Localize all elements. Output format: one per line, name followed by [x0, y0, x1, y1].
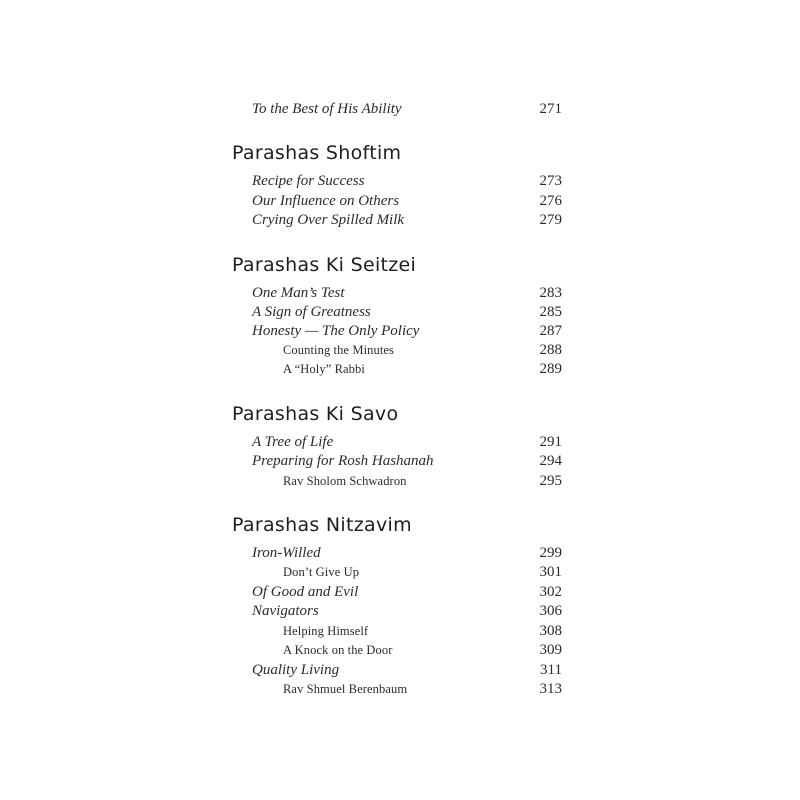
- entry-page-number: 279: [539, 212, 562, 228]
- entry-page-number: 276: [539, 193, 562, 209]
- entry-title: A Knock on the Door: [283, 643, 393, 657]
- toc-entry[interactable]: [232, 660, 564, 680]
- entry-page-number: 299: [539, 545, 562, 561]
- entry-page-number: 287: [539, 323, 562, 339]
- entry-title: Helping Himself: [283, 624, 369, 638]
- entry-title: One Man’s Test: [252, 285, 345, 301]
- entry-title: Rav Shmuel Berenbaum: [283, 682, 408, 696]
- toc-entry[interactable]: [232, 432, 564, 452]
- entry-title: Of Good and Evil: [252, 584, 359, 600]
- entry-title: Quality Living: [252, 662, 340, 678]
- entry-page-number: 289: [539, 361, 562, 377]
- entry-title: Our Influence on Others: [252, 193, 400, 209]
- toc-entry[interactable]: [232, 543, 564, 563]
- toc-subentry[interactable]: [232, 471, 564, 491]
- entry-page-number: 313: [539, 681, 562, 697]
- entry-page-number: 311: [540, 662, 562, 678]
- entry-title: To the Best of His Ability: [252, 101, 402, 117]
- entry-page-number: 308: [539, 623, 562, 639]
- entry-page-number: 291: [539, 434, 562, 450]
- entry-page-number: 288: [539, 342, 562, 358]
- entry-page-number: 294: [539, 453, 562, 469]
- entry-title: A Tree of Life: [252, 434, 334, 450]
- toc-entry[interactable]: [232, 601, 564, 621]
- section-heading-nitzavim: Parashas Nitzavim: [232, 514, 412, 536]
- toc-entry[interactable]: [232, 191, 564, 211]
- toc-entry[interactable]: [232, 283, 564, 303]
- entry-title: Iron-Willed: [252, 545, 321, 561]
- entry-title: Preparing for Rosh Hashanah: [252, 453, 434, 469]
- entry-page-number: 302: [539, 584, 562, 600]
- toc-entry[interactable]: [232, 99, 564, 119]
- toc-entry[interactable]: [232, 582, 564, 602]
- entry-title: Don’t Give Up: [283, 565, 360, 579]
- entry-title: Crying Over Spilled Milk: [252, 212, 405, 228]
- entry-page-number: 285: [539, 304, 562, 320]
- section-heading-ki-seitzei: Parashas Ki Seitzei: [232, 254, 417, 276]
- entry-page-number: 273: [539, 173, 562, 189]
- section-heading-ki-savo: Parashas Ki Savo: [232, 403, 399, 425]
- section-heading-shoftim: Parashas Shoftim: [232, 142, 402, 164]
- entry-title: Rav Sholom Schwadron: [283, 474, 407, 488]
- entry-page-number: 301: [539, 564, 562, 580]
- entry-title: Navigators: [252, 603, 319, 619]
- toc-subentry[interactable]: [232, 562, 564, 582]
- entry-page-number: 306: [539, 603, 562, 619]
- toc-entry[interactable]: [232, 302, 564, 322]
- entry-title: Recipe for Success: [252, 173, 365, 189]
- toc-subentry[interactable]: [232, 340, 564, 360]
- toc-entry[interactable]: [232, 171, 564, 191]
- entry-page-number: 283: [539, 285, 562, 301]
- entry-page-number: 271: [539, 101, 562, 117]
- toc-subentry[interactable]: [232, 621, 564, 641]
- entry-title: Honesty — The Only Policy: [252, 323, 420, 339]
- toc-subentry[interactable]: [232, 640, 564, 660]
- toc-subentry[interactable]: [232, 359, 564, 379]
- toc-entry[interactable]: [232, 321, 564, 341]
- entry-title: A “Holy” Rabbi: [283, 362, 365, 376]
- toc-entry[interactable]: [232, 451, 564, 471]
- entry-title: A Sign of Greatness: [252, 304, 371, 320]
- toc-entry[interactable]: [232, 210, 564, 230]
- entry-page-number: 309: [539, 642, 562, 658]
- entry-page-number: 295: [539, 473, 562, 489]
- entry-title: Counting the Minutes: [283, 343, 395, 357]
- toc-subentry[interactable]: [232, 679, 564, 699]
